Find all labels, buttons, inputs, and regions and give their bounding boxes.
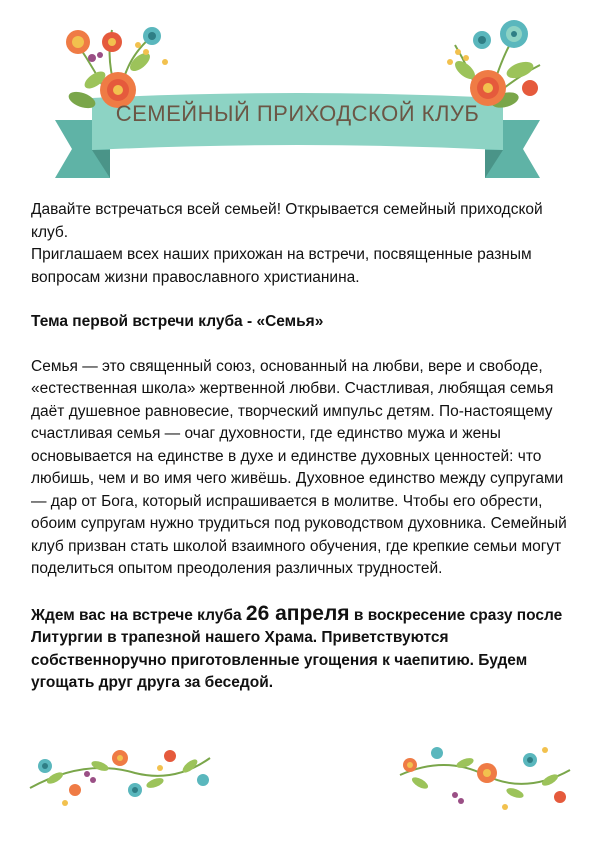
- main-content: [31, 199, 571, 695]
- invitation-paragraph: [31, 603, 571, 695]
- intro-line-2: Приглашаем всех наших прихожан на встречи, посвященные разным вопросам жизни православного христианина.: [31, 246, 532, 286]
- invitation-after-date: в воскресение сразу после Литургии в трапезной нашего Храма. Приветствуются собственноручно приготовленные угощения к чаепитию. Будем угощать друг друга за беседой.: [31, 606, 563, 691]
- header-banner: [0, 0, 595, 195]
- topic-heading: Тема первой встречи клуба - «Семья»: [31, 313, 324, 330]
- banner-title: СЕМЕЙНЫЙ ПРИХОДСКОЙ КЛУБ: [115, 101, 480, 126]
- meeting-date: 26 апреля: [245, 601, 350, 625]
- intro-line-1: Давайте встречаться всей семьей! Открывается семейный приходской клуб.: [31, 201, 543, 241]
- floral-vine-bottom-left-icon: [25, 728, 215, 813]
- body-paragraph: Семья — это священный союз, основанный на любви, вере и свободе, «естественная школа» жертвенной любви. Счастливая, любящая семья даёт душевное равновесие, творческий импульс детям. По-настоящему счастливая семья — очаг духовности, где единство мужа и жены основывается на единстве в духе и единстве духовных ценностей: что любишь, чем и во имя чего живёшь. Духовное единство между супругами — дар от Бога, который испрашивается в молитве. Чтобы его обрести, обоим супругам нужно трудиться под руководством духовника. Семейный клуб призван стать школой взаимного обучения, где крепкие семьи могут поделиться опытом преодоления различных трудностей.: [31, 357, 567, 577]
- floral-vine-bottom-right-icon: [395, 735, 575, 820]
- invitation-before-date: Ждем вас на встрече клуба: [31, 606, 246, 624]
